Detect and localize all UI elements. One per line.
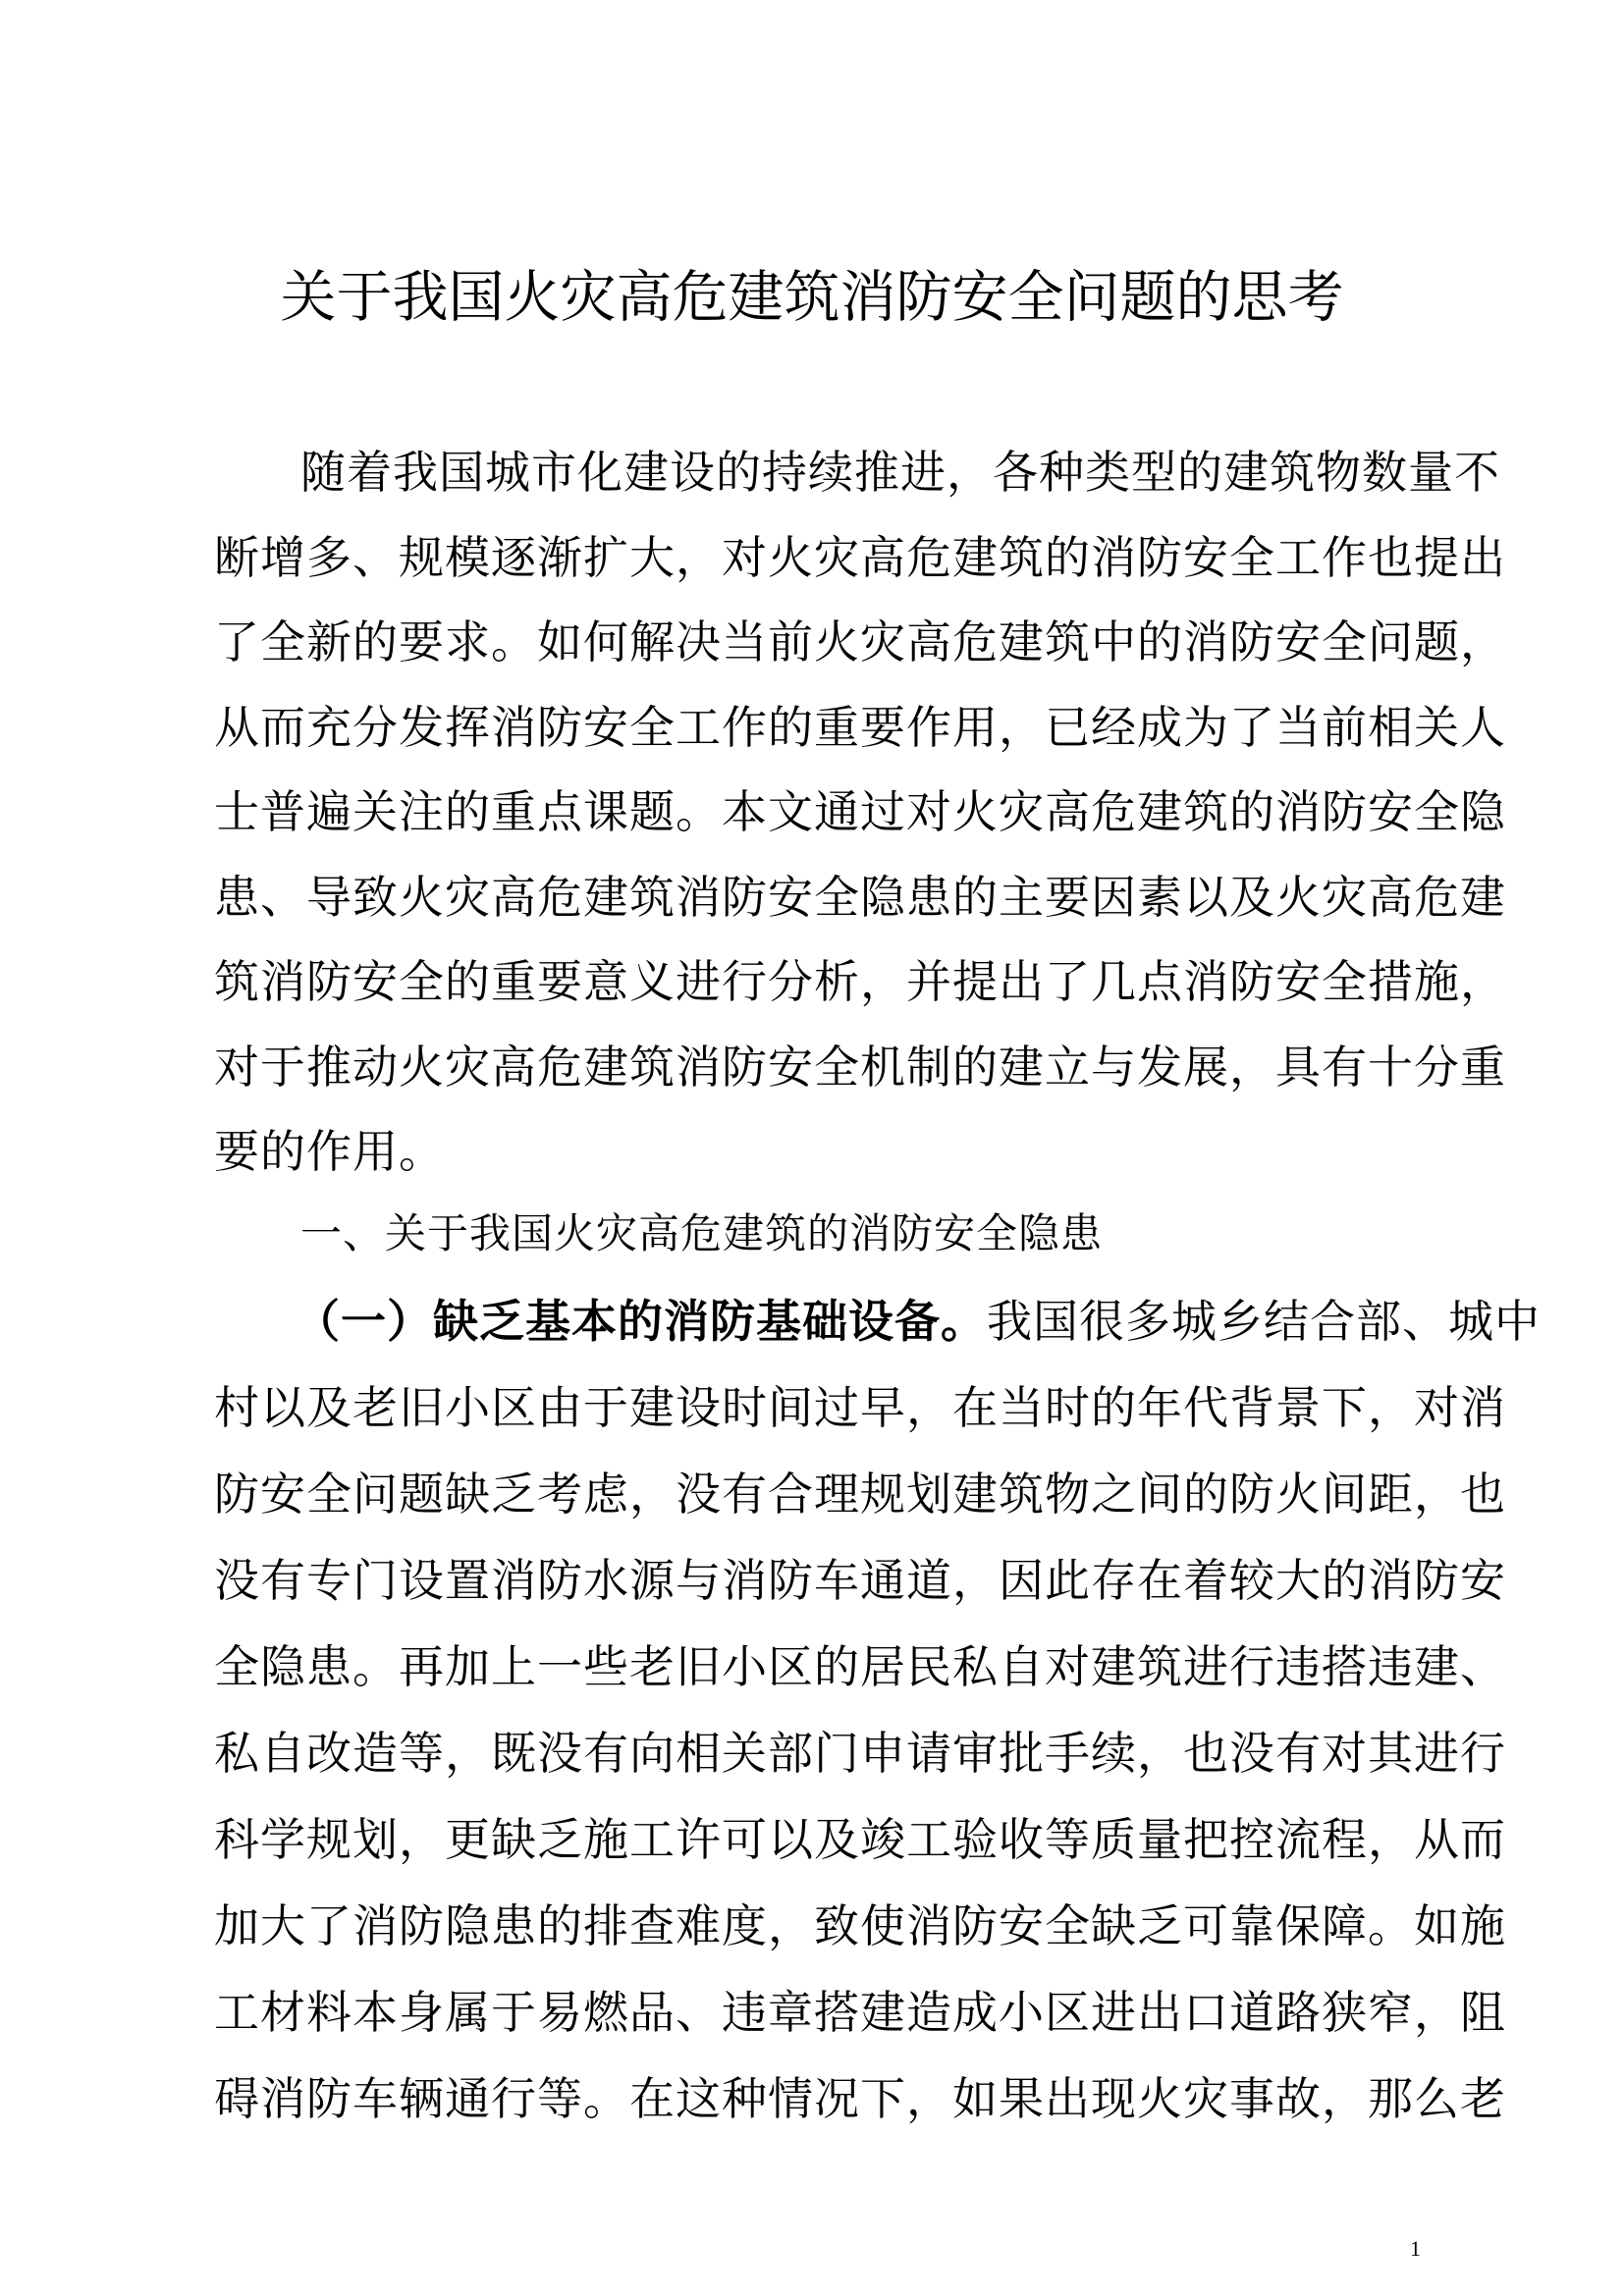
paragraph-line: 对于推动火灾高危建筑消防安全机制的建立与发展，具有十分重 [214,1041,1506,1094]
paragraph-line: 要的作用。 [214,1125,445,1178]
paragraph-line: 碍消防车辆通行等。在这种情况下，如果出现火灾事故，那么老 [214,2072,1506,2125]
page-number: 1 [1410,2236,1421,2261]
paragraph-line: 了全新的要求。如何解决当前火灾高危建筑中的消防安全问题， [214,615,1506,668]
paragraph-line: 村以及老旧小区由于建设时间过早，在当时的年代背景下，对消 [214,1381,1506,1434]
paragraph-line: 患、导致火灾高危建筑消防安全隐患的主要因素以及火灾高危建 [214,871,1506,924]
paragraph-line [295,1292,1541,1351]
paragraph-line: 科学规划，更缺乏施工许可以及竣工验收等质量把控流程，从而 [214,1813,1506,1866]
paragraph-line: 加大了消防隐患的排查难度，致使消防安全缺乏可靠保障。如施 [214,1899,1506,1952]
section-heading: 一、关于我国火灾高危建筑的消防安全隐患 [300,1209,1104,1257]
document-title: 关于我国火灾高危建筑消防安全问题的思考 [280,265,1344,330]
paragraph-text: 我国很多城乡结合部、城中 [987,1295,1541,1348]
paragraph-line: 全隐患。再加上一些老旧小区的居民私自对建筑进行违搭违建、 [214,1640,1506,1693]
subsection-heading: （一）缺乏基本的消防基础设备。 [295,1295,987,1348]
paragraph-line: 士普遍关注的重点课题。本文通过对火灾高危建筑的消防安全隐 [214,785,1506,838]
paragraph-line: 防安全问题缺乏考虑，没有合理规划建筑物之间的防火间距，也 [214,1468,1506,1521]
paragraph-line: 随着我国城市化建设的持续推进，各种类型的建筑物数量不 [300,446,1500,499]
paragraph-line: 工材料本身属于易燃品、违章搭建造成小区进出口道路狭窄，阻 [214,1986,1506,2039]
paragraph-line: 私自改造等，既没有向相关部门申请审批手续，也没有对其进行 [214,1727,1506,1780]
paragraph-line: 筑消防安全的重要意义进行分析，并提出了几点消防安全措施， [214,955,1506,1008]
paragraph-line: 没有专门设置消防水源与消防车通道，因此存在着较大的消防安 [214,1554,1506,1607]
paragraph-line: 从而充分发挥消防安全工作的重要作用，已经成为了当前相关人 [214,701,1506,754]
paragraph-line: 断增多、规模逐渐扩大，对火灾高危建筑的消防安全工作也提出 [214,531,1506,584]
